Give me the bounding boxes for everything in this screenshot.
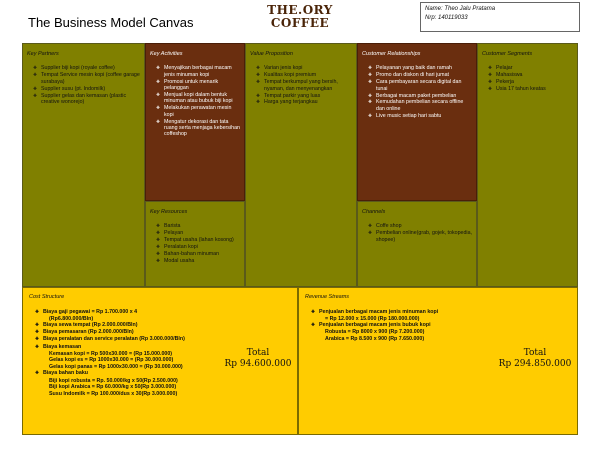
revenue-line: Robusta = Rp 8000 x 900 (Rp 7.200.000) <box>325 329 425 336</box>
value-proposition-heading: Value Proposition <box>250 51 293 57</box>
key-activities-block <box>145 43 245 201</box>
cost-structure-heading: Cost Structure <box>29 294 65 300</box>
list-item: ❖ Promo dan diskon di hari jumat <box>368 72 472 78</box>
list-item: ❖ Live music setiap hari sabtu <box>368 113 472 119</box>
key-partners-heading: Key Partners <box>27 51 59 57</box>
list-item: ❖ Menjual kopi dalam bentuk minuman atau bubuk biji kopi <box>156 92 240 105</box>
list-item: ❖ Tempat usaha (lahan kosong) <box>156 237 240 243</box>
revenue-total <box>495 348 575 370</box>
brand-logo <box>252 4 348 30</box>
customer-segments-heading: Customer Segments <box>482 51 533 57</box>
key-resources-block <box>145 201 245 287</box>
list-item: ❖ Penjualan berbagai macam jenis bubuk kopi <box>311 322 571 329</box>
cost-line: Gelas kopi panas = Rp 1000x30.000 = (Rp 30.000.000) <box>49 363 183 370</box>
logo-line-1: THE.ORY <box>267 3 333 17</box>
list-item: ❖ Promosi untuk menarik pelanggan <box>156 79 240 92</box>
customer-relationships-block <box>357 43 477 201</box>
channels-block <box>357 201 477 287</box>
cost-line: Susu Indomilk = Rp 100.000/dus x 30(Rp 3.000.000) <box>49 390 178 397</box>
cost-total-value: Rp 94.600.000 <box>224 359 292 369</box>
list-item: ❖ Biaya kemasan <box>35 344 291 351</box>
revenue-streams-list <box>305 309 571 343</box>
key-resources-heading: Key Resources <box>150 209 188 215</box>
list-item: ❖ Supplier susu (pt. Indomilk) <box>33 86 140 92</box>
cost-total <box>219 348 297 370</box>
page-title: The Business Model Canvas <box>28 15 194 30</box>
list-item: ❖ Coffe shop <box>368 223 472 229</box>
customer-relationships-heading: Customer Relationships <box>362 51 421 57</box>
revenue-streams-heading: Revenue Streams <box>305 294 350 300</box>
list-item: ❖ Penjualan berbagai macam jenis minuman kopi <box>311 309 571 316</box>
customer-relationships-list <box>362 65 472 119</box>
list-item: ❖ Mengatur dekorasi dan tata ruang serta menjaga kebersihan coffeshop <box>156 119 240 138</box>
revenue-line: = Rp 12.000 x 15.000 (Rp 180.000.000) <box>325 315 420 322</box>
cost-line: Biji kopi Arabica = Rp 60.000/kg x 50(Rp 3.000.000) <box>49 384 177 391</box>
list-item: ❖ Supplier biji kopi (royale coffee) <box>33 65 140 71</box>
cost-line: Biji kopi robusta = Rp. 50.000/kg x 50(Rp 2.500.000) <box>49 377 178 384</box>
value-proposition-list <box>250 65 352 105</box>
student-name: Name: Theo Jalu Pratama <box>425 6 496 12</box>
cost-structure-block <box>22 287 298 435</box>
list-item: ❖ Tempat Service mesin kopi (coffee garage surabaya) <box>33 72 140 85</box>
list-item: ❖ Biaya bahan baku <box>35 370 291 377</box>
list-item: ❖ Supplier gelas dan kemasan (plastic creative wonorejo) <box>33 93 140 106</box>
logo-line-2: COFFEE <box>270 16 330 30</box>
cost-total-label: Total <box>246 348 270 358</box>
cost-line: Gelas kopi es = Rp 1000x30.000 = (Rp 30.000.000) <box>49 357 174 364</box>
list-item: ❖ Pelayan <box>156 230 240 236</box>
list-item: ❖ Menyajikan berbagai macam jenis minuman kopi <box>156 65 240 78</box>
revenue-streams-block <box>298 287 578 435</box>
cost-line: (Rp6.800.000/Bln) <box>49 315 94 322</box>
key-resources-list <box>150 223 240 264</box>
cost-line: Kemasan kopi = Rp 500x30.000 = (Rp 15.000.000) <box>49 350 173 357</box>
revenue-line: Arabica = Rp 8.500 x 900 (Rp 7.650.000) <box>325 335 425 342</box>
customer-segments-list <box>482 65 573 92</box>
list-item: ❖ Barista <box>156 223 240 229</box>
channels-heading: Channels <box>362 209 386 215</box>
key-partners-list <box>27 65 140 105</box>
key-activities-list <box>150 65 240 137</box>
list-item: ❖ Varian jenis kopi <box>256 65 352 71</box>
list-item: ❖ Mahasiswa <box>488 72 573 78</box>
list-item: ❖ Biaya gaji pegawai = Rp 1.700.000 x 4 <box>35 309 291 316</box>
list-item: ❖ Bahan-bahan minuman <box>156 251 240 257</box>
list-item: ❖ Pekerja <box>488 79 573 85</box>
list-item: ❖ Usia 17 tahun keatas <box>488 86 573 92</box>
channels-list <box>362 223 472 243</box>
list-item: ❖ Tempat berkumpul yang bersih, nyaman, dan menyenangkan <box>256 79 352 92</box>
list-item: ❖ Tempat parkir yang luas <box>256 93 352 99</box>
revenue-total-value: Rp 294.850.000 <box>498 359 572 369</box>
list-item: ❖ Melakukan perawatan mesin kopi <box>156 105 240 118</box>
list-item: ❖ Pelayanan yang baik dan ramah <box>368 65 472 71</box>
student-info-box <box>420 2 580 32</box>
list-item: ❖ Kemudahan pembelian secara offline dan online <box>368 99 472 112</box>
list-item: ❖ Pembelian online(grab, gojek, tokopedia, shopee) <box>368 230 472 243</box>
key-partners-block <box>22 43 145 287</box>
value-proposition-block <box>245 43 357 287</box>
list-item: ❖ Harga yang terjangkau <box>256 99 352 105</box>
customer-segments-block <box>477 43 578 287</box>
key-activities-heading: Key Activities <box>150 51 183 57</box>
list-item: ❖ Biaya peralatan dan service peralatan (Rp 3.000.000/Bln) <box>35 336 193 343</box>
list-item: ❖ Peralatan kopi <box>156 244 240 250</box>
list-item: ❖ Cara pembayaran secara digital dan tunai <box>368 79 472 92</box>
list-item: ❖ Modal usaha <box>156 258 240 264</box>
list-item: ❖ Pelajar <box>488 65 573 71</box>
list-item: ❖ Kualitas kopi premium <box>256 72 352 78</box>
list-item: ❖ Biaya pemasaran (Rp 2.000.000/Bln) <box>35 329 291 336</box>
student-nrp: Nrp: 140119033 <box>425 15 468 21</box>
list-item: ❖ Biaya sewa tempat (Rp 2.000.000/Bln) <box>35 322 291 329</box>
revenue-total-label: Total <box>523 348 547 358</box>
list-item: ❖ Berbagai macam paket pembelian <box>368 93 472 99</box>
